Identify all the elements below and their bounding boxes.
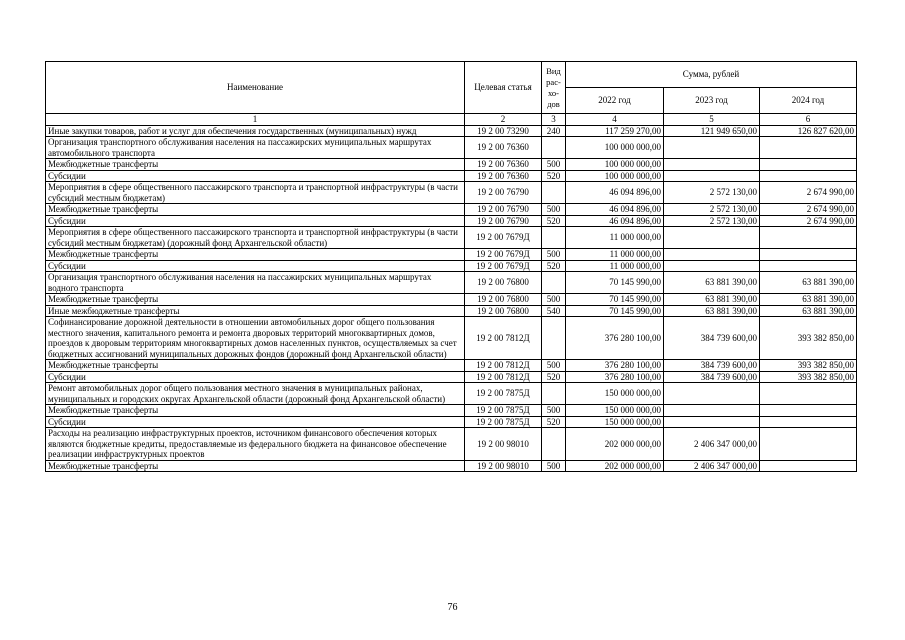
row-sum-2023 (664, 383, 760, 405)
row-expense-type: 500 (542, 405, 566, 417)
header-expense-type: Вид рас- хо- дов (542, 62, 566, 114)
row-sum-2023: 2 572 130,00 (664, 204, 760, 216)
row-expense-type: 520 (542, 170, 566, 182)
header-2022: 2022 год (566, 88, 664, 114)
row-sum-2023 (664, 249, 760, 261)
row-expense-type (542, 428, 566, 461)
column-index: 1 (46, 114, 465, 126)
row-sum-2022: 11 000 000,00 (566, 260, 664, 272)
row-target-article: 19 2 00 76360 (465, 159, 542, 171)
row-target-article: 19 2 00 7812Д (465, 317, 542, 360)
row-sum-2022: 46 094 896,00 (566, 182, 664, 204)
table-row (46, 371, 857, 383)
row-sum-2023 (664, 137, 760, 159)
row-sum-2024 (760, 416, 857, 428)
row-target-article: 19 2 00 7679Д (465, 227, 542, 249)
row-name: Межбюджетные трансферты (46, 294, 465, 306)
row-sum-2023 (664, 159, 760, 171)
row-sum-2022: 202 000 000,00 (566, 460, 664, 472)
row-target-article: 19 2 00 7812Д (465, 371, 542, 383)
row-name: Иные закупки товаров, работ и услуг для обеспечения государственных (муниципальных) нужд (46, 125, 465, 137)
budget-table (45, 61, 857, 472)
row-target-article: 19 2 00 76360 (465, 137, 542, 159)
row-expense-type: 520 (542, 416, 566, 428)
header-target-article: Целевая статья (465, 62, 542, 114)
row-target-article: 19 2 00 76800 (465, 294, 542, 306)
row-name: Межбюджетные трансферты (46, 405, 465, 417)
column-index: 6 (760, 114, 857, 126)
table-row (46, 460, 857, 472)
row-sum-2024: 63 881 390,00 (760, 294, 857, 306)
row-sum-2023: 2 572 130,00 (664, 215, 760, 227)
row-expense-type (542, 227, 566, 249)
row-name: Субсидии (46, 215, 465, 227)
row-sum-2023: 63 881 390,00 (664, 272, 760, 294)
row-name: Организация транспортного обслуживания населения на пассажирских муниципальных маршрутах водного транспорта (46, 272, 465, 294)
row-name: Софинансирование дорожной деятельности в отношении автомобильных дорог общего пользования местного значения, капитального ремонта и ремонта дворовых территорий многоквартирных домов, проездов к дворовым территориям многоквартирных домов населенных пунктов, осуществляемых за счет бюджетных ассигнований муниципальных дорожных фондов (дорожный фонд Архангельской области) (46, 317, 465, 360)
row-expense-type (542, 272, 566, 294)
table-header (46, 62, 857, 126)
row-sum-2024 (760, 383, 857, 405)
table-row (46, 294, 857, 306)
row-name: Межбюджетные трансферты (46, 249, 465, 261)
row-name: Мероприятия в сфере общественного пассажирского транспорта и транспортной инфраструктуры (в части субсидий местным бюджетам) (дорожный фонд Архангельской области) (46, 227, 465, 249)
row-sum-2023: 384 739 600,00 (664, 360, 760, 372)
row-sum-2024: 393 382 850,00 (760, 371, 857, 383)
row-target-article: 19 2 00 76800 (465, 305, 542, 317)
row-sum-2022: 46 094 896,00 (566, 215, 664, 227)
row-name: Субсидии (46, 170, 465, 182)
row-sum-2024: 393 382 850,00 (760, 360, 857, 372)
row-target-article: 19 2 00 76800 (465, 272, 542, 294)
row-target-article: 19 2 00 76790 (465, 204, 542, 216)
table-row (46, 416, 857, 428)
row-target-article: 19 2 00 76790 (465, 182, 542, 204)
row-name: Субсидии (46, 416, 465, 428)
row-sum-2023: 384 739 600,00 (664, 317, 760, 360)
row-sum-2023 (664, 260, 760, 272)
row-sum-2023: 2 406 347 000,00 (664, 460, 760, 472)
row-target-article: 19 2 00 7679Д (465, 249, 542, 261)
table-row (46, 170, 857, 182)
row-target-article: 19 2 00 7875Д (465, 383, 542, 405)
row-name: Межбюджетные трансферты (46, 204, 465, 216)
row-sum-2024 (760, 170, 857, 182)
row-expense-type: 500 (542, 159, 566, 171)
row-sum-2023: 63 881 390,00 (664, 305, 760, 317)
row-name: Расходы на реализацию инфраструктурных проектов, источником финансового обеспечения которых являются бюджетные кредиты, предоставляемые из федерального бюджета на финансовое обеспечение реализации инфраструктурных проектов (46, 428, 465, 461)
row-name: Межбюджетные трансферты (46, 460, 465, 472)
row-target-article: 19 2 00 76790 (465, 215, 542, 227)
table-row (46, 360, 857, 372)
column-index-row (46, 114, 857, 126)
row-sum-2022: 100 000 000,00 (566, 159, 664, 171)
row-sum-2022: 100 000 000,00 (566, 137, 664, 159)
table-row (46, 182, 857, 204)
row-sum-2024 (760, 227, 857, 249)
row-sum-2022: 70 145 990,00 (566, 272, 664, 294)
header-2023: 2023 год (664, 88, 760, 114)
row-sum-2022: 150 000 000,00 (566, 383, 664, 405)
row-target-article: 19 2 00 73290 (465, 125, 542, 137)
row-sum-2023: 384 739 600,00 (664, 371, 760, 383)
table-row (46, 317, 857, 360)
row-sum-2022: 376 280 100,00 (566, 360, 664, 372)
row-name: Межбюджетные трансферты (46, 159, 465, 171)
row-sum-2022: 70 145 990,00 (566, 305, 664, 317)
row-expense-type: 520 (542, 371, 566, 383)
row-sum-2023 (664, 227, 760, 249)
row-expense-type (542, 182, 566, 204)
row-sum-2023 (664, 170, 760, 182)
row-sum-2024 (760, 260, 857, 272)
row-target-article: 19 2 00 76360 (465, 170, 542, 182)
row-target-article: 19 2 00 98010 (465, 460, 542, 472)
table-row (46, 227, 857, 249)
row-sum-2022: 100 000 000,00 (566, 170, 664, 182)
row-expense-type: 540 (542, 305, 566, 317)
table-row (46, 137, 857, 159)
row-sum-2024: 2 674 990,00 (760, 204, 857, 216)
row-sum-2022: 150 000 000,00 (566, 416, 664, 428)
row-sum-2022: 70 145 990,00 (566, 294, 664, 306)
row-sum-2022: 202 000 000,00 (566, 428, 664, 461)
row-sum-2024: 2 674 990,00 (760, 215, 857, 227)
header-name: Наименование (46, 62, 465, 114)
table-row (46, 305, 857, 317)
row-name: Мероприятия в сфере общественного пассажирского транспорта и транспортной инфраструктуры (в части субсидий местным бюджетам) (46, 182, 465, 204)
row-name: Субсидии (46, 260, 465, 272)
row-sum-2022: 11 000 000,00 (566, 227, 664, 249)
row-sum-2023: 2 406 347 000,00 (664, 428, 760, 461)
table-row (46, 204, 857, 216)
row-sum-2023: 63 881 390,00 (664, 294, 760, 306)
column-index: 2 (465, 114, 542, 126)
row-sum-2022: 150 000 000,00 (566, 405, 664, 417)
row-name: Организация транспортного обслуживания населения на пассажирских муниципальных маршрутах автомобильного транспорта (46, 137, 465, 159)
row-sum-2023: 2 572 130,00 (664, 182, 760, 204)
row-sum-2023: 121 949 650,00 (664, 125, 760, 137)
row-sum-2024: 63 881 390,00 (760, 305, 857, 317)
table-row (46, 159, 857, 171)
row-sum-2024 (760, 460, 857, 472)
row-expense-type: 520 (542, 260, 566, 272)
row-sum-2023 (664, 405, 760, 417)
row-expense-type: 500 (542, 204, 566, 216)
row-sum-2024: 393 382 850,00 (760, 317, 857, 360)
row-expense-type (542, 383, 566, 405)
row-name: Ремонт автомобильных дорог общего пользования местного значения в муниципальных районах, муниципальных и городских округах Архангельской области (дорожный фонд Архангельской области) (46, 383, 465, 405)
column-index: 3 (542, 114, 566, 126)
table-row (46, 260, 857, 272)
table-row (46, 428, 857, 461)
row-sum-2024: 2 674 990,00 (760, 182, 857, 204)
table-row (46, 125, 857, 137)
row-sum-2024 (760, 159, 857, 171)
row-sum-2023 (664, 416, 760, 428)
row-expense-type: 500 (542, 249, 566, 261)
row-sum-2022: 376 280 100,00 (566, 317, 664, 360)
row-sum-2024 (760, 428, 857, 461)
row-target-article: 19 2 00 7875Д (465, 405, 542, 417)
row-sum-2022: 11 000 000,00 (566, 249, 664, 261)
row-expense-type: 500 (542, 294, 566, 306)
row-sum-2024 (760, 249, 857, 261)
column-index: 5 (664, 114, 760, 126)
row-expense-type: 520 (542, 215, 566, 227)
table-row (46, 383, 857, 405)
table-row (46, 405, 857, 417)
table-row (46, 215, 857, 227)
row-sum-2022: 376 280 100,00 (566, 371, 664, 383)
row-name: Межбюджетные трансферты (46, 360, 465, 372)
row-expense-type: 500 (542, 360, 566, 372)
row-expense-type (542, 317, 566, 360)
row-name: Иные межбюджетные трансферты (46, 305, 465, 317)
table-body (46, 125, 857, 472)
column-index: 4 (566, 114, 664, 126)
row-sum-2022: 46 094 896,00 (566, 204, 664, 216)
row-sum-2024 (760, 405, 857, 417)
row-expense-type: 240 (542, 125, 566, 137)
row-expense-type (542, 137, 566, 159)
row-sum-2024 (760, 137, 857, 159)
row-name: Субсидии (46, 371, 465, 383)
row-sum-2022: 117 259 270,00 (566, 125, 664, 137)
header-sum-group: Сумма, рублей (566, 62, 857, 88)
page-number: 76 (447, 602, 458, 613)
table-row (46, 272, 857, 294)
row-expense-type: 500 (542, 460, 566, 472)
row-target-article: 19 2 00 7679Д (465, 260, 542, 272)
row-sum-2024: 63 881 390,00 (760, 272, 857, 294)
row-target-article: 19 2 00 7812Д (465, 360, 542, 372)
table-row (46, 249, 857, 261)
row-sum-2024: 126 827 620,00 (760, 125, 857, 137)
row-target-article: 19 2 00 98010 (465, 428, 542, 461)
header-2024: 2024 год (760, 88, 857, 114)
row-target-article: 19 2 00 7875Д (465, 416, 542, 428)
